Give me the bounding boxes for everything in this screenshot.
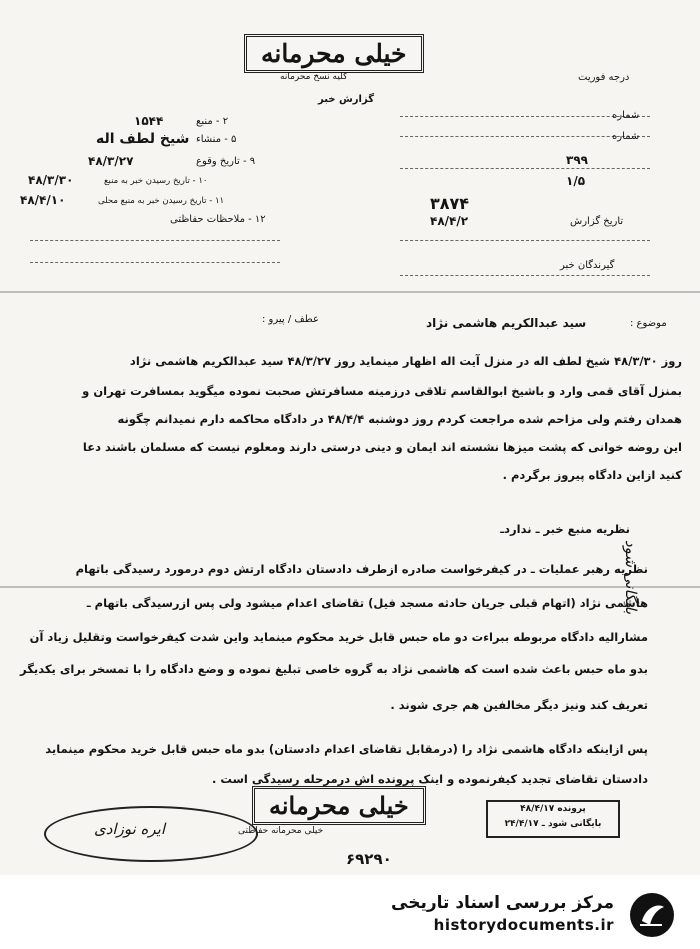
archive-note-line-1: پرونده ۴۸/۴/۱۷: [520, 804, 586, 814]
right-field-5-value: ۳۸۷۴: [430, 194, 470, 213]
signature-oval: [44, 806, 258, 862]
field-2-label: ۲ - منبع: [196, 116, 229, 127]
top-stamp-subtext: کلیه نسخ محرمانه: [280, 72, 348, 82]
report-date-label: تاریخ گزارش: [570, 216, 624, 227]
field-11-label: ۱۱ - تاریخ رسیدن خبر به منبع محلی: [98, 196, 225, 206]
right-field-6-value: ۴۸/۴/۲: [430, 214, 469, 228]
right-field-3-value: ۳۹۹: [566, 153, 588, 167]
archive-note-line-2: بایگانی شود ـ ۲۴/۴/۱۷: [504, 819, 602, 829]
field-12-label: ۱۲ - ملاحظات حفاظتی: [170, 214, 266, 225]
report-line-4: این روضه خوانی که پشت میزها نشسته اند ایمان و دینی درستی دارند ومعلوم نیست که مسلمان باشند دعا: [82, 440, 682, 454]
annex-label: عطف / پیرو :: [262, 314, 319, 325]
right-field-4-value: ۱/۵: [566, 174, 586, 188]
bottom-confidential-stamp: خیلی محرمانه: [252, 786, 426, 825]
field-10-label: ۱۰ - تاریخ رسیدن خبر به منبع: [104, 176, 208, 186]
document-number: ۶۹۲۹۰: [346, 850, 392, 868]
field-9-value: ۴۸/۳/۲۷: [88, 154, 134, 168]
opinion-line-5: تعریف کند ونیز دیگر مخالفین هم جری شوند .: [390, 698, 648, 712]
source-opinion-title: نظریه منبع خبر ـ نداردـ: [500, 522, 630, 536]
field-5-value: شیخ لطف اله: [96, 131, 190, 147]
brand-name: مرکز بررسی اسناد تاریخی: [391, 893, 614, 913]
fold-line: [0, 586, 700, 588]
field-10-value: ۴۸/۳/۳۰: [28, 173, 74, 187]
right-field-3-label: شماره: [612, 131, 640, 142]
opinion-line-1: نظریه رهبر عملیات ـ در کیفرخواست صادره ازطرف دادستان دادگاه ارتش دوم درمورد رسیدگی باتهام: [75, 562, 648, 576]
top-confidential-stamp: خیلی محرمانه: [244, 34, 424, 73]
margin-note: بایگانی شود: [622, 540, 640, 615]
report-form-title: گزارش خبر: [318, 94, 375, 105]
opinion-line-2: هاشمی نژاد (اتهام قبلی جریان حادثه مسجد فیل) تقاضای اعدام میشود ولی پس ازرسیدگی باتهام ـ: [86, 596, 648, 610]
report-line-3: همدان رفتم ولی مزاحم شده مراجعت کردم روز دوشنبه ۴۸/۴/۴ در دادگاه محاکمه دارم نمیدانم چگونه: [117, 412, 682, 426]
right-field-1-label: شماره: [612, 110, 640, 121]
archive-logo-icon: [628, 891, 676, 939]
archive-note-box: [486, 800, 620, 838]
closing-line-1: پس ازاینکه دادگاه هاشمی نژاد را (درمقابل تقاضای اعدام دادستان) بدو ماه حبس قابل خرید محکوم مینماید: [45, 742, 648, 756]
bottom-caption: خیلی محرمانه حفاظتی: [238, 826, 324, 836]
subject-label: موضوع :: [630, 318, 667, 329]
subject-value: سید عبدالکریم هاشمی نژاد: [426, 316, 587, 330]
urgency-label: درجه فوریت: [578, 72, 630, 83]
recipients-label: گیرندگان خبر: [560, 260, 615, 271]
report-line-2: بمنزل آقای قمی وارد و باشیخ ابوالقاسم تلاقی درزمینه مسافرتش صحبت نموده میگوید بمسافرت تهران و: [82, 384, 682, 398]
field-2-value: ۱۵۴۴: [134, 114, 164, 128]
brand-url: historydocuments.ir: [433, 916, 614, 934]
closing-line-2: دادستان تقاضای تجدید کیفرنموده و اینک پرونده اش درمرحله رسیدگی است .: [212, 772, 648, 786]
field-11-value: ۴۸/۴/۱۰: [20, 193, 66, 207]
field-9-label: ۹ - تاریخ وقوع: [196, 156, 256, 167]
field-5-label: ۵ - منشاء: [196, 134, 237, 145]
signature: ایره نوزادی: [94, 820, 166, 838]
footer-bar: [0, 875, 700, 949]
report-line-5: کنید ازاین دادگاه پیروز برگردم .: [502, 468, 682, 482]
report-line-1: روز ۴۸/۳/۳۰ شیخ لطف اله در منزل آیت اله اظهار مینماید روز ۴۸/۳/۲۷ سید عبدالکریم هاشمی نژاد: [129, 354, 682, 368]
opinion-line-3: مشارالیه دادگاه مربوطه ببراءت دو ماه حبس قابل خرید محکوم مینماید واین شدت کیفرخواست وتقلیل زیاد آن: [29, 630, 648, 644]
opinion-line-4: بدو ماه حبس باعث شده است که هاشمی نژاد به گروه خاصی تبلیغ نموده و وضع دادگاه را با تمسخر برای یکدیگر: [20, 662, 648, 676]
fold-line: [0, 291, 700, 293]
brand: [391, 893, 614, 934]
